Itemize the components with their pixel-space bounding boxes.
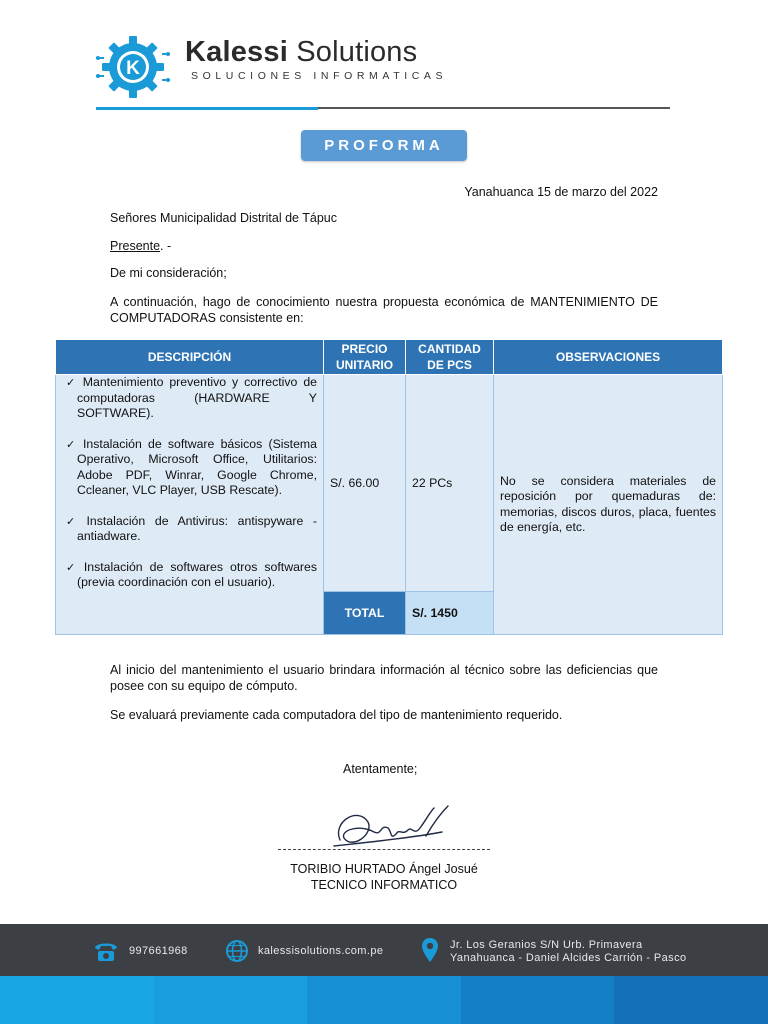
total-label: TOTAL <box>324 592 406 635</box>
document-title-badge: PROFORMA <box>301 130 467 161</box>
footer-color-band <box>0 976 768 1024</box>
observations-cell: No se considera materiales de reposición por quemaduras de: memorias, discos duros, placa, fuentes de energía, etc. <box>494 375 723 635</box>
farewell: Atentamente; <box>343 762 418 776</box>
header-observations: OBSERVACIONES <box>494 340 723 375</box>
total-value: S/. 1450 <box>406 592 494 635</box>
company-logo-gear-icon <box>96 30 170 104</box>
header-rule-blue <box>96 107 318 110</box>
footer-website: kalessisolutions.com.pe <box>258 945 384 957</box>
intro-paragraph: A continuación, hago de conocimiento nuestra propuesta económica de MANTENIMIENTO DE COMPUTADORAS consistente en: <box>110 295 658 325</box>
list-item: ✓ Instalación de Antivirus: antispyware - antiadware. <box>66 513 318 543</box>
header-quantity: CANTIDAD DE PCS <box>406 340 494 375</box>
list-item: ✓ Mantenimiento preventivo y correctivo de computadoras (HARDWARE Y SOFTWARE). <box>66 375 318 420</box>
signer-name: TORIBIO HURTADO Ángel Josué <box>290 862 478 876</box>
brand-name: Kalessi Solutions <box>185 36 418 68</box>
checkmark-icon: ✓ <box>66 376 78 389</box>
handwritten-signature <box>330 802 455 860</box>
header-rule-gray <box>318 107 670 109</box>
proforma-table <box>55 339 723 635</box>
footer-address-line2: Yanahuanca - Daniel Alcides Carrión - Pasco <box>450 952 687 964</box>
footer-phone: 997661968 <box>129 945 188 957</box>
description-cell <box>56 375 324 635</box>
signer-role: TECNICO INFORMATICO <box>310 878 458 892</box>
note-paragraph-2: Se evaluará previamente cada computadora del tipo de mantenimiento requerido. <box>110 708 563 722</box>
greeting: De mi consideración; <box>110 266 227 280</box>
note-paragraph-1: Al inicio del mantenimiento el usuario brindara información al técnico sobre las deficiencias que posee con su equipo de cómputo. <box>110 663 658 693</box>
list-item: ✓ Instalación de software básicos (Sistema Operativo, Microsoft Office, Utilitarios: Adobe PDF, Winrar, Google Chrome, Ccleaner, VLC Player, USB Rescate). <box>66 436 317 497</box>
location-pin-icon <box>421 937 439 963</box>
globe-icon <box>225 939 249 963</box>
signature-line <box>278 849 490 850</box>
svg-text:K: K <box>126 58 140 79</box>
presente-line: Presente. - <box>110 239 172 253</box>
checkmark-icon: ✓ <box>66 514 82 528</box>
list-item: ✓ Instalación de softwares otros softwares (previa coordinación con el usuario). <box>66 559 318 589</box>
quantity-cell: 22 PCs <box>406 375 494 592</box>
table-header-row <box>56 340 723 375</box>
unit-price-cell: S/. 66.00 <box>324 375 406 592</box>
table-row <box>56 375 723 592</box>
checkmark-icon: ✓ <box>66 560 79 574</box>
telephone-icon <box>93 940 119 962</box>
footer-address-line1: Jr. Los Geranios S/N Urb. Primavera <box>450 939 643 951</box>
checkmark-icon: ✓ <box>66 437 79 451</box>
header-description: DESCRIPCIÓN <box>56 340 324 375</box>
brand-tagline: SOLUCIONES INFORMATICAS <box>191 70 448 82</box>
place-date: Yanahuanca 15 de marzo del 2022 <box>464 185 658 199</box>
header-unit-price: PRECIO UNITARIO <box>324 340 406 375</box>
recipient: Señores Municipalidad Distrital de Tápuc <box>110 211 337 225</box>
